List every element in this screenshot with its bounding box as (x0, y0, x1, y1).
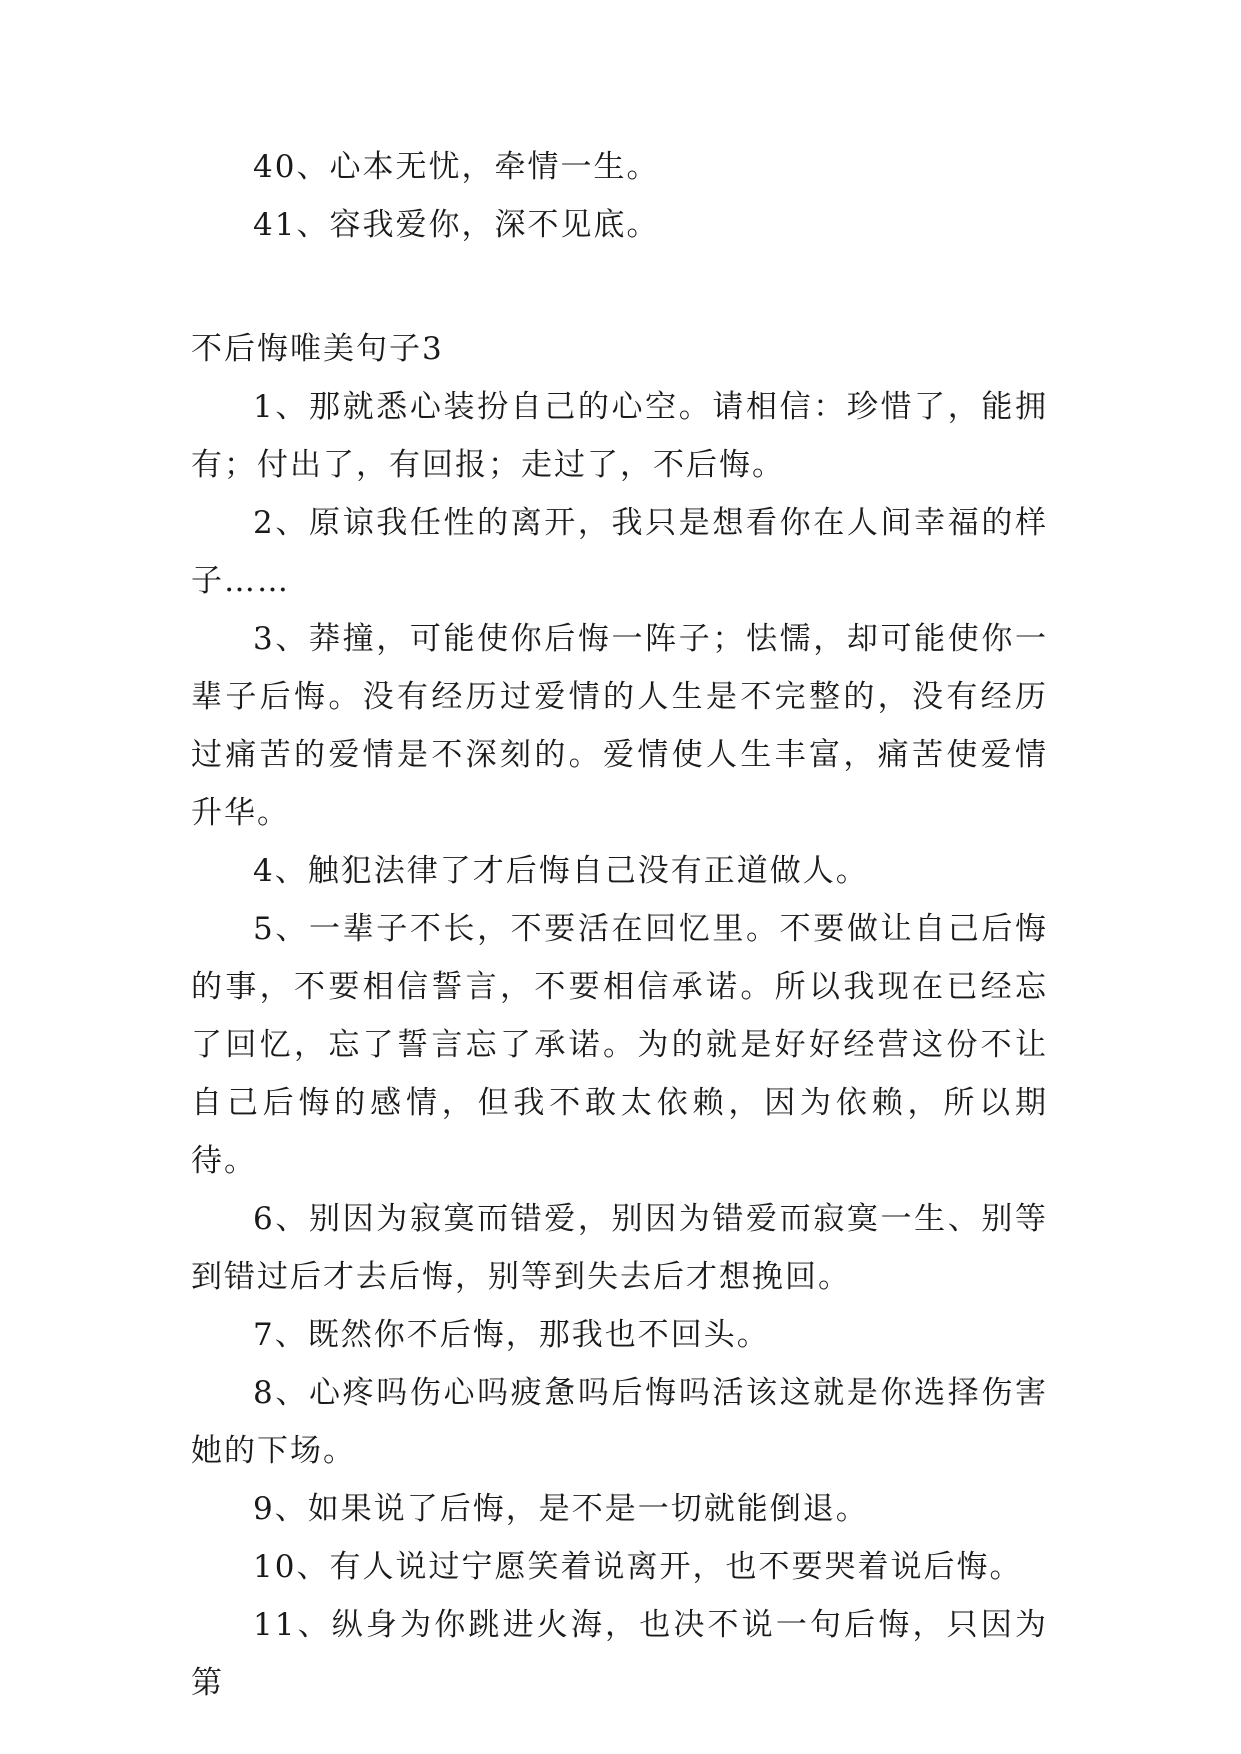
list-item: 7、既然你不后悔，那我也不回头。 (253, 1317, 770, 1353)
list-item: 1、那就悉心装扮自己的心空。请相信：珍惜了，能拥有；付出了，有回报；走过了，不后悔。 (191, 389, 1048, 483)
list-item: 3、莽撞，可能使你后悔一阵子；怯懦，却可能使你一辈子后悔。没有经历过爱情的人生是不完整的，没有经历过痛苦的爱情是不深刻的。爱情使人生丰富，痛苦使爱情升华。 (191, 621, 1048, 831)
list-item: 8、心疼吗伤心吗疲惫吗后悔吗活该这就是你选择伤害她的下场。 (191, 1375, 1048, 1469)
list-item: 2、原谅我任性的离开，我只是想看你在人间幸福的样子…… (191, 505, 1048, 599)
top-item-list (191, 138, 1048, 254)
list-item: 40、心本无忧，牵情一生。 (253, 149, 660, 185)
list-item: 9、如果说了后悔，是不是一切就能倒退。 (253, 1491, 869, 1527)
list-item: 4、触犯法律了才后悔自己没有正道做人。 (253, 853, 869, 889)
list-item: 5、一辈子不长，不要活在回忆里。不要做让自己后悔的事，不要相信誓言，不要相信承诺。所以我现在已经忘了回忆，忘了誓言忘了承诺。为的就是好好经营这份不让自己后悔的感情，但我不敢太依赖，因为依赖，所以期待。 (191, 911, 1048, 1179)
section (191, 320, 1048, 1712)
list-item: 11、纵身为你跳进火海，也决不说一句后悔，只因为第 (191, 1607, 1048, 1701)
section-heading: 不后悔唯美句子3 (191, 331, 444, 367)
list-item: 10、有人说过宁愿笑着说离开，也不要哭着说后悔。 (253, 1549, 1023, 1585)
list-item: 41、容我爱你，深不见底。 (253, 207, 660, 243)
list-item: 6、别因为寂寞而错爱，别因为错爱而寂寞一生、别等到错过后才去后悔，别等到失去后才想挽回。 (191, 1201, 1048, 1295)
